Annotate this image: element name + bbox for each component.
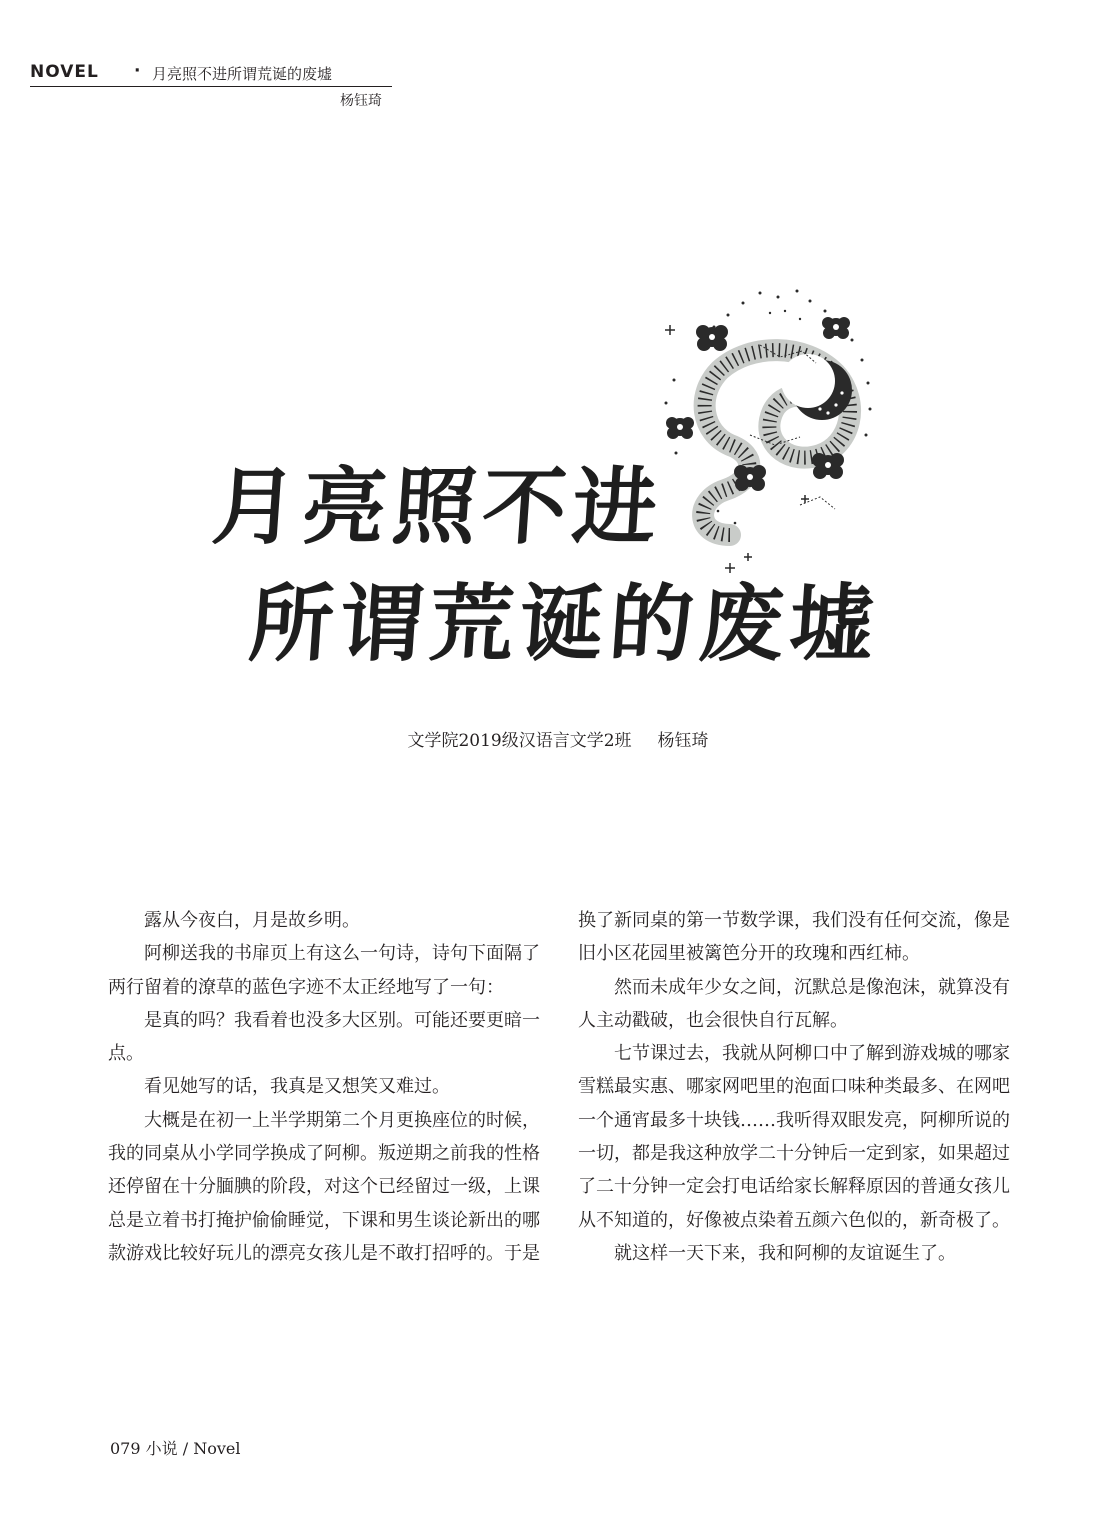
paragraph-continued: 换了新同桌的第一节数学课，我们没有任何交流，像是旧小区花园里被篱笆分开的玫瑰和西红柿。 <box>578 910 1010 965</box>
paragraph: 阿柳送我的书扉页上有这么一句诗，诗句下面隔了两行留着的潦草的蓝色字迹不太正经地写了一句： <box>108 943 540 998</box>
article-title-line-2: 所谓荒诞的废墟 <box>246 575 883 673</box>
moon-serpent-illustration <box>640 285 890 575</box>
byline-author: 杨钰琦 <box>657 731 709 751</box>
paragraph: 大概是在初一上半学期第二个月更换座位的时候，我的同桌从小学同学换成了阿柳。叛逆期之前我的性格还停留在十分腼腆的阶段，对这个已经留过一级，上课总是立着书打掩护偷偷睡觉，下课和男生谈论新出的哪款游戏比较好玩儿的漂亮女孩儿是不敢打招呼的。于是 <box>108 1109 540 1264</box>
paragraph: 七节课过去，我就从阿柳口中了解到游戏城的哪家雪糕最实惠、哪家网吧里的泡面口味种类最多、在网吧一个通宵最多十块钱……我听得双眼发亮，阿柳所说的一切，都是我这种放学二十分钟后一定到家，如果超过了二十分钟一定会打电话给家长解释原因的普通女孩儿从不知道的，好像被点染着五颜六色似的，新奇极了。 <box>578 1043 1010 1231</box>
byline <box>0 726 1116 751</box>
page-number: 079 <box>110 1439 141 1458</box>
byline-affiliation: 文学院2019级汉语言文学2班 <box>407 731 632 751</box>
running-head <box>30 62 392 87</box>
running-head-title: 月亮照不进所谓荒诞的废墟 <box>152 65 333 83</box>
paragraph: 露从今夜白，月是故乡明。 <box>144 910 360 931</box>
body-column-left <box>108 904 540 1270</box>
running-head-author: 杨钰琦 <box>340 93 382 109</box>
running-head-separator: · <box>134 61 141 81</box>
folio <box>110 1436 241 1459</box>
paragraph: 就这样一天下来，我和阿柳的友谊诞生了。 <box>614 1242 956 1264</box>
running-head-section: NOVEL <box>30 62 99 82</box>
paragraph: 然而未成年少女之间，沉默总是像泡沫，就算没有人主动戳破，也会很快自行瓦解。 <box>578 976 1010 1031</box>
body-column-right <box>578 904 1010 1270</box>
article-title-line-1: 月亮照不进 <box>209 458 666 556</box>
folio-section-cn: 小说 <box>145 1439 178 1458</box>
folio-slash: / <box>182 1439 189 1458</box>
folio-section-en: Novel <box>193 1439 241 1458</box>
paragraph: 看见她写的话，我真是又想笑又难过。 <box>144 1076 450 1098</box>
paragraph: 是真的吗？我看着也没多大区别。可能还要更暗一点。 <box>108 1009 540 1065</box>
